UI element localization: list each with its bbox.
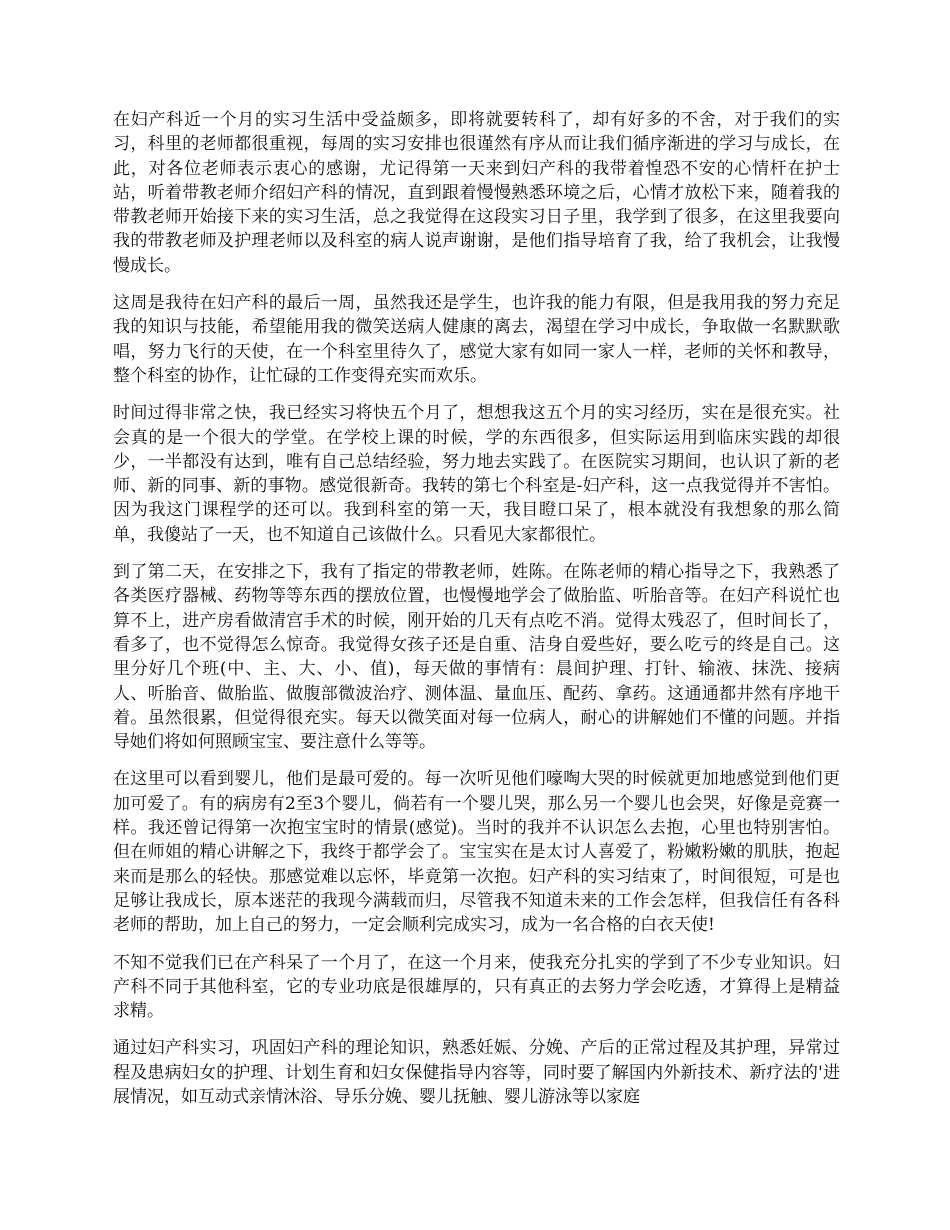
paragraph-7: 通过妇产科实习，巩固妇产科的理论知识，熟悉妊娠、分娩、产后的正常过程及其护理，异常过程及患病妇女的护理、计划生育和妇女保健指导内容等，同时要了解国内外新技术、新疗法的'进展情况，如互动式亲情沐浴、导乐分娩、婴儿抚触、婴儿游泳等以家庭 [113,1038,840,1107]
document-body [113,108,840,1122]
paragraph-4: 到了第二天，在安排之下，我有了指定的带教老师，姓陈。在陈老师的精心指导之下，我熟悉了各类医疗器械、药物等等东西的摆放位置，也慢慢地学会了做胎监、听胎音等。在妇产科说忙也算不上，进产房看做清宫手术的时候，刚开始的几天有点吃不消。觉得太残忍了，但时间长了，看多了，也不觉得怎么惊奇。我觉得女孩子还是自重、洁身自爱些好，要么吃亏的终是自己。这里分好几个班(中、主、大、小、值)，每天做的事情有：晨间护理、打针、输液、抹洗、接病人、听胎音、做胎监、做腹部微波治疗、测体温、量血压、配药、拿药。这通通都井然有序地干着。虽然很累，但觉得很充实。每天以微笑面对每一位病人，耐心的讲解她们不懂的问题。并指导她们将如何照顾宝宝、要注意什么等等。 [113,562,840,753]
paragraph-3: 时间过得非常之快，我已经实习将快五个月了，想想我这五个月的实习经历，实在是很充实。社会真的是一个很大的学堂。在学校上课的时候，学的东西很多，但实际运用到临床实践的却很少，一半都没有达到，唯有自己总结经验，努力地去实践了。在医院实习期间，也认识了新的老师、新的同事、新的事物。感觉很新奇。我转的第七个科室是-妇产科，这一点我觉得并不害怕。因为我这门课程学的还可以。我到科室的第一天，我目瞪口呆了，根本就没有我想象的那么简单，我傻站了一天，也不知道自己该做什么。只看见大家都很忙。 [113,403,840,545]
paragraph-5: 在这里可以看到婴儿，他们是最可爱的。每一次听见他们嚎啕大哭的时候就更加地感觉到他们更加可爱了。有的病房有2至3个婴儿，倘若有一个婴儿哭，那么另一个婴儿也会哭，好像是竞赛一样。我还曾记得第一次抱宝宝时的情景(感觉)。当时的我并不认识怎么去抱，心里也特别害怕。但在师姐的精心讲解之下，我终于都学会了。宝宝实在是太讨人喜爱了，粉嫩粉嫩的肌肤，抱起来而是那么的轻快。那感觉难以忘怀，毕竟第一次抱。妇产科的实习结束了，时间很短，可是也足够让我成长，原本迷茫的我现今满载而归，尽管我不知道未来的工作会怎样，但我信任有各科老师的帮助，加上自己的努力，一定会顺利完成实习，成为一名合格的白衣天使! [113,769,840,936]
paragraph-1: 在妇产科近一个月的实习生活中受益颇多，即将就要转科了，却有好多的不舍，对于我们的实习，科里的老师都很重视，每周的实习安排也很谨然有序从而让我们循序渐进的学习与成长，在此，对各位老师表示衷心的感谢，尤记得第一天来到妇产科的我带着惶恐不安的心情杆在护士站，听着带教老师介绍妇产科的情况，直到跟着慢慢熟悉环境之后，心情才放松下来，随着我的带教老师开始接下来的实习生活，总之我觉得在这段实习日子里，我学到了很多，在这里我要向我的带教老师及护理老师以及科室的病人说声谢谢，是他们指导培育了我，给了我机会，让我慢慢成长。 [113,110,840,276]
paragraph-6: 不知不觉我们已在产科呆了一个月了，在这一个月来，使我充分扎实的学到了不少专业知识。妇产科不同于其他科室，它的专业功底是很雄厚的，只有真正的去努力学会吃透，才算得上是精益求精。 [113,952,840,1022]
paragraph-2: 这周是我待在妇产科的最后一周，虽然我还是学生，也许我的能力有限，但是我用我的努力充足我的知识与技能，希望能用我的微笑送病人健康的离去，渴望在学习中成长，争取做一名默默歌唱，努力飞行的天使，在一个科室里待久了，感觉大家有如同一家人一样，老师的关怀和教导，整个科室的协作，让忙碌的工作变得充实而欢乐。 [113,293,840,386]
